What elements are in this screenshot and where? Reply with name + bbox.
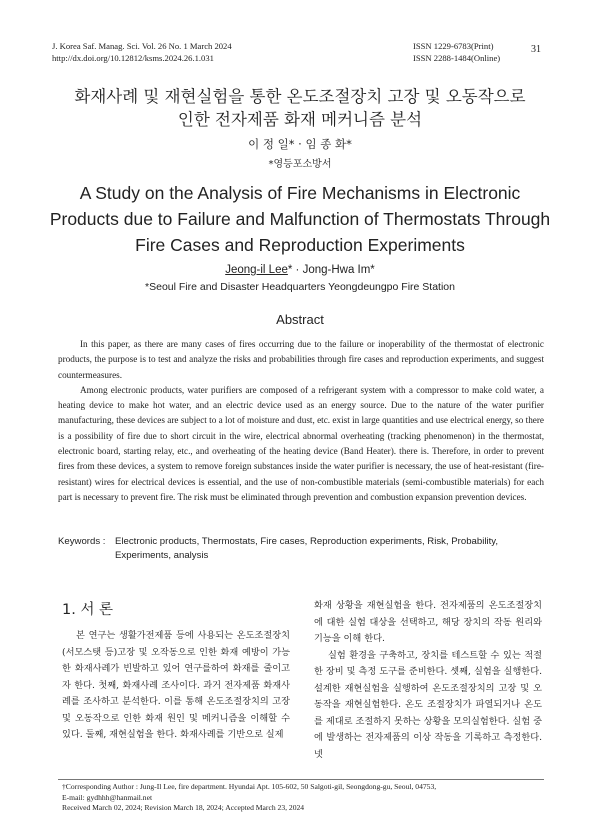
footnote — [62, 782, 546, 814]
right-column — [314, 598, 542, 763]
page-number: 31 — [531, 44, 541, 55]
english-authors — [0, 264, 600, 276]
english-title-line3: Fire Cases and Reproduction Experiments — [135, 235, 465, 255]
journal-header-left — [52, 41, 232, 64]
received-dates: Received March 02, 2024; Revision March 18, 2024; Accepted March 23, 2024 — [62, 803, 305, 813]
english-affiliation: *Seoul Fire and Disaster Headquarters Yeongdeungpo Fire Station — [145, 281, 455, 293]
keywords — [58, 535, 544, 563]
author-jong-hwa-im: Jong-Hwa Im* — [302, 264, 375, 276]
english-title-line2: Products due to Failure and Malfunction of Thermostats Through — [49, 209, 551, 229]
author-link-jeong-il-lee[interactable]: Jeong-il Lee — [225, 264, 288, 276]
abstract-paragraph: Among electronic products, water purifiers are composed of a refrigerant system with a compressor to make cold water, a heating device to make hot water, and an electric device used as an energy source. Due to the nature of the water purifier manufacturing, these devices are subject to a lot of moisture and dust, etc. exist in large quantities and use electrical energy, so there is a possibility of fire due to short circuit in the wire, electrical abnormal overheating (tracking phenomenon) in the thermostat, electronic board, starting relay, etc., and overheating of the heating device (Band Heater). there is. Therefore, in order to prevent fires from these devices, a system to remove foreign substances inside the water purifier is necessary, the use of heat-resistant (fire-resistant) wires for electrical devices is essential, and the use of non-combustible materials (semi-combustible materials) for each part is necessary to prevent fire. The risk must be eliminated through prevention and combustion expansion prevention devices. — [58, 384, 544, 502]
keywords-label: Keywords : — [58, 536, 106, 547]
issn-print: ISSN 1229-6783(Print) — [413, 41, 494, 51]
journal-citation: J. Korea Saf. Manag. Sci. Vol. 26 No. 1 March 2024 — [52, 41, 232, 51]
keywords-list-continued: Experiments, analysis — [115, 550, 209, 561]
email-link[interactable]: E-mail: gydhhh@hanmail.net — [62, 792, 153, 802]
author-separator: * · — [287, 264, 303, 276]
korean-title-line1: 화재사례 및 재현실험을 통한 온도조절장치 고장 및 오동작으로 — [74, 87, 526, 106]
doi-link[interactable]: http://dx.doi.org/10.12812/ksms.2024.26.1.031 — [52, 52, 214, 63]
body-paragraph: 본 연구는 생활가전제품 등에 사용되는 온도조절장치(서모스탯 등)고장 및 오작동으로 인한 화재 예방이 가능한 화재사례가 빈발하고 있어 연구를하여 화재를 줄이고자 한다. 첫째, 화재사례 조사이다. 과거 전자제품 화재사례를 조사하고 분석한다. 이를 통해 온도조절장치의 고장 및 오동작으로 인한 화재 원인 및 메커니즘을 이해할 수 있다. 둘째, 재현실험을 한다. 화재사례를 기반으로 실제 — [62, 630, 290, 740]
abstract-body — [58, 337, 544, 505]
abstract-heading: Abstract — [276, 312, 324, 327]
korean-authors: 이 정 일* · 임 종 화* — [248, 137, 352, 151]
left-column — [62, 628, 290, 744]
keywords-list: Electronic products, Thermostats, Fire cases, Reproduction experiments, Risk, Probability, — [115, 536, 499, 547]
footnote-divider — [58, 779, 544, 780]
corresponding-author: †Corresponding Author : Jung-Il Lee, fire department. Hyundai Apt. 105-602, 50 Salgoti-gil, Seongdong-gu, Seoul, 04753, — [62, 782, 437, 791]
journal-header-right — [413, 41, 500, 64]
english-title-line1: A Study on the Analysis of Fire Mechanisms in Electronic — [79, 183, 521, 203]
korean-title-line2: 인한 전자제품 화재 메커니즘 분석 — [177, 110, 423, 129]
body-paragraph: 화재 상황을 재현실험을 한다. 전자제품의 온도조절장치에 대한 실험 대상을 선택하고, 해당 장치의 작동 원리와 기능을 이해 한다. — [314, 600, 542, 644]
body-paragraph: 실험 환경을 구축하고, 장치를 테스트할 수 있는 적절한 장비 및 측정 도구를 준비한다. 셋째, 실험을 실행한다. 설계한 재현실험을 실행하여 온도조절장치의 고장 및 오동작을 재현실험한다. 온도 조절장치가 파열되거나 온도를 제대로 조절하지 못하는 상황을 모의실험한다. 실험 중에 발생하는 전자제품의 이상 작동을 기록하고 측정한다. 넷 — [314, 649, 542, 760]
abstract-paragraph: In this paper, as there are many cases of fires occurring due to the failure or inoperability of the thermostat of electronic products, the purpose is to test and analyze the risks and probabilities through fire cases and reproduction experiments, and suggest countermeasures. — [58, 339, 544, 380]
section-heading: 1. 서 론 — [62, 602, 114, 618]
korean-affiliation: *영등포소방서 — [268, 159, 332, 170]
issn-online: ISSN 2288-1484(Online) — [413, 52, 501, 63]
english-title — [30, 180, 570, 258]
